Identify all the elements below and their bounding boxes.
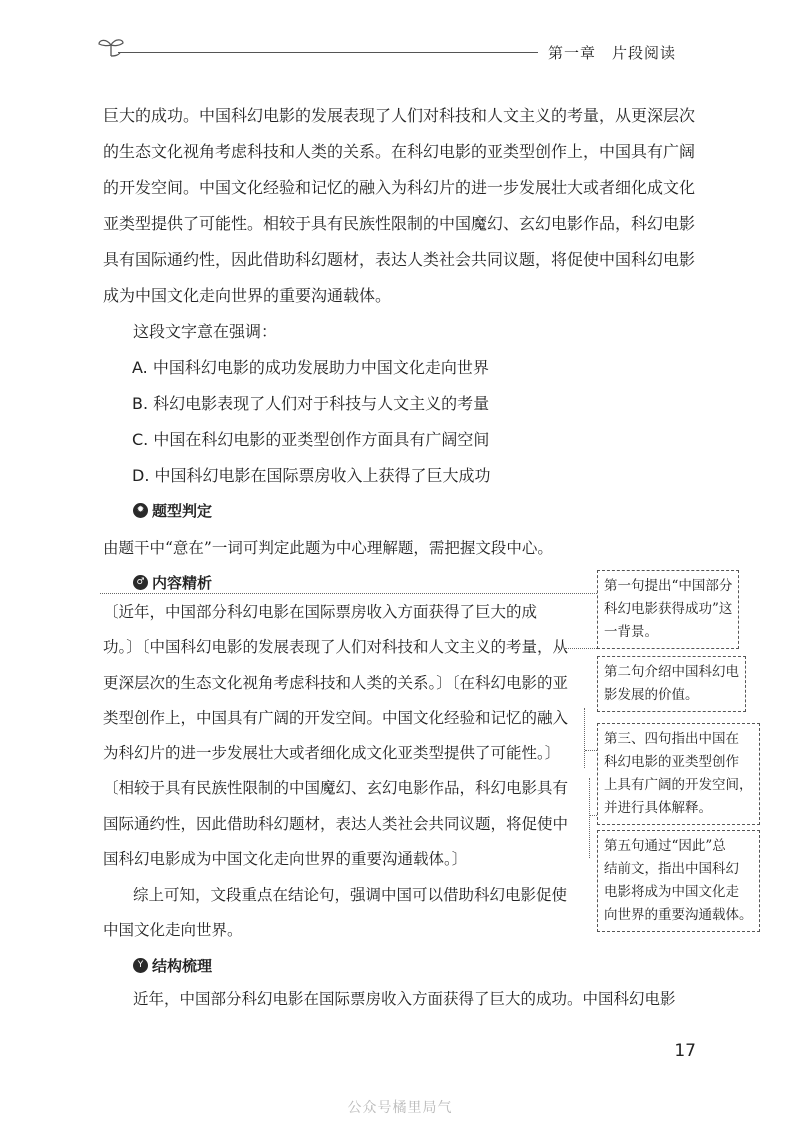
note-line: 第一句提出“中国部分 (604, 578, 733, 594)
option-a: A. 中国科幻电影的成功发展助力中国文化走向世界 (132, 358, 489, 377)
question-stem: 这段文字意在强调： (133, 322, 278, 341)
option-b: B. 科幻电影表现了人们对于科技与人文主义的考量 (132, 394, 490, 413)
section-title-type: 题型判定 (152, 502, 213, 520)
note-line: 科幻电影获得成功”这 (604, 601, 733, 617)
passage-line: 亚类型提供了可能性。相较于具有民族性限制的中国魔幻、玄幻电影作品，科幻电影 (103, 214, 696, 233)
section-type-text: 由题干中“意在”一词可判定此题为中心理解题，需把握文段中心。 (103, 539, 553, 557)
analysis-icon: ♂ (133, 575, 148, 590)
analysis-line: 更深层次的生态文化视角考虑科技和人类的关系。〕〔在科幻电影的亚 (103, 674, 569, 692)
connector-line (585, 750, 597, 751)
connector-line (590, 815, 597, 816)
analysis-line: 〔近年，中国部分科幻电影在国际票房收入方面获得了巨大的成 (103, 603, 538, 621)
connector-line (584, 708, 585, 768)
section-title-structure: 结构梳理 (152, 957, 213, 975)
passage-line: 巨大的成功。中国科幻电影的发展表现了人们对科技和人文主义的考量，从更深层次 (103, 106, 696, 125)
annotation-note-4 (597, 830, 760, 932)
passage-line: 具有国际通约性，因此借助科幻题材，表达人类社会共同议题，将促使中国科幻电影 (103, 250, 696, 269)
note-line: 并进行具体解释。 (604, 800, 712, 816)
page-number: 17 (674, 1041, 696, 1061)
summary-line: 综上可知，文段重点在结论句，强调中国可以借助科幻电影促使 (133, 886, 568, 904)
chapter-title: 第一章 片段阅读 (548, 44, 677, 62)
note-line: 结前文，指出中国科幻 (604, 861, 739, 877)
note-line: 电影将成为中国文化走 (604, 884, 739, 900)
passage-line: 的生态文化视角考虑科技和人类的关系。在科幻电影的亚类型创作上，中国具有广阔 (103, 142, 696, 161)
connector-line (565, 648, 597, 649)
note-line: 向世界的重要沟通载体。 (604, 907, 753, 923)
structure-text: 近年，中国部分科幻电影在国际票房收入方面获得了巨大的成功。中国科幻电影 (133, 990, 676, 1008)
option-c: C. 中国在科幻电影的亚类型创作方面具有广阔空间 (132, 430, 490, 449)
header-rule (118, 52, 538, 53)
passage-line: 成为中国文化走向世界的重要沟通载体。 (103, 286, 392, 305)
watermark: 公众号橘里局气 (347, 1100, 453, 1116)
structure-icon: Y (133, 958, 148, 973)
gear-icon: ✹ (133, 503, 148, 518)
note-line: 第二句介绍中国科幻电 (604, 664, 739, 680)
connector-line (100, 593, 597, 594)
analysis-line: 国科幻电影成为中国文化走向世界的重要沟通载体。〕 (103, 850, 468, 868)
annotation-note-2 (597, 656, 746, 712)
analysis-line: 类型创作上，中国具有广阔的开发空间。中国文化经验和记忆的融入 (103, 709, 569, 727)
analysis-line: 为科幻片的进一步发展壮大或者细化成文化亚类型提供了可能性。〕 (103, 744, 561, 762)
note-line: 影发展的价值。 (604, 687, 699, 703)
passage-line: 的开发空间。中国文化经验和记忆的融入为科幻片的进一步发展壮大或者细化成文化 (103, 178, 696, 197)
annotation-note-1 (597, 570, 739, 649)
note-line: 科幻电影的亚类型创作 (604, 754, 739, 770)
analysis-line: 〔相较于具有民族性限制的中国魔幻、玄幻电影作品，科幻电影具有 (103, 779, 569, 797)
note-line: 一背景。 (604, 624, 658, 640)
analysis-line: 功。〕〔中国科幻电影的发展表现了人们对科技和人文主义的考量，从 (103, 638, 569, 656)
sprout-icon (96, 34, 126, 58)
annotation-note-3 (597, 723, 760, 825)
note-line: 上具有广阔的开发空间， (604, 777, 753, 793)
note-line: 第三、四句指出中国在 (604, 731, 739, 747)
summary-line: 中国文化走向世界。 (103, 921, 243, 939)
connector-line (589, 778, 590, 858)
section-title-analysis: 内容精析 (152, 574, 213, 592)
analysis-line: 国际通约性，因此借助科幻题材，表达人类社会共同议题，将促使中 (103, 815, 569, 833)
option-d: D. 中国科幻电影在国际票房收入上获得了巨大成功 (132, 466, 491, 485)
note-line: 第五句通过“因此”总 (604, 838, 726, 854)
